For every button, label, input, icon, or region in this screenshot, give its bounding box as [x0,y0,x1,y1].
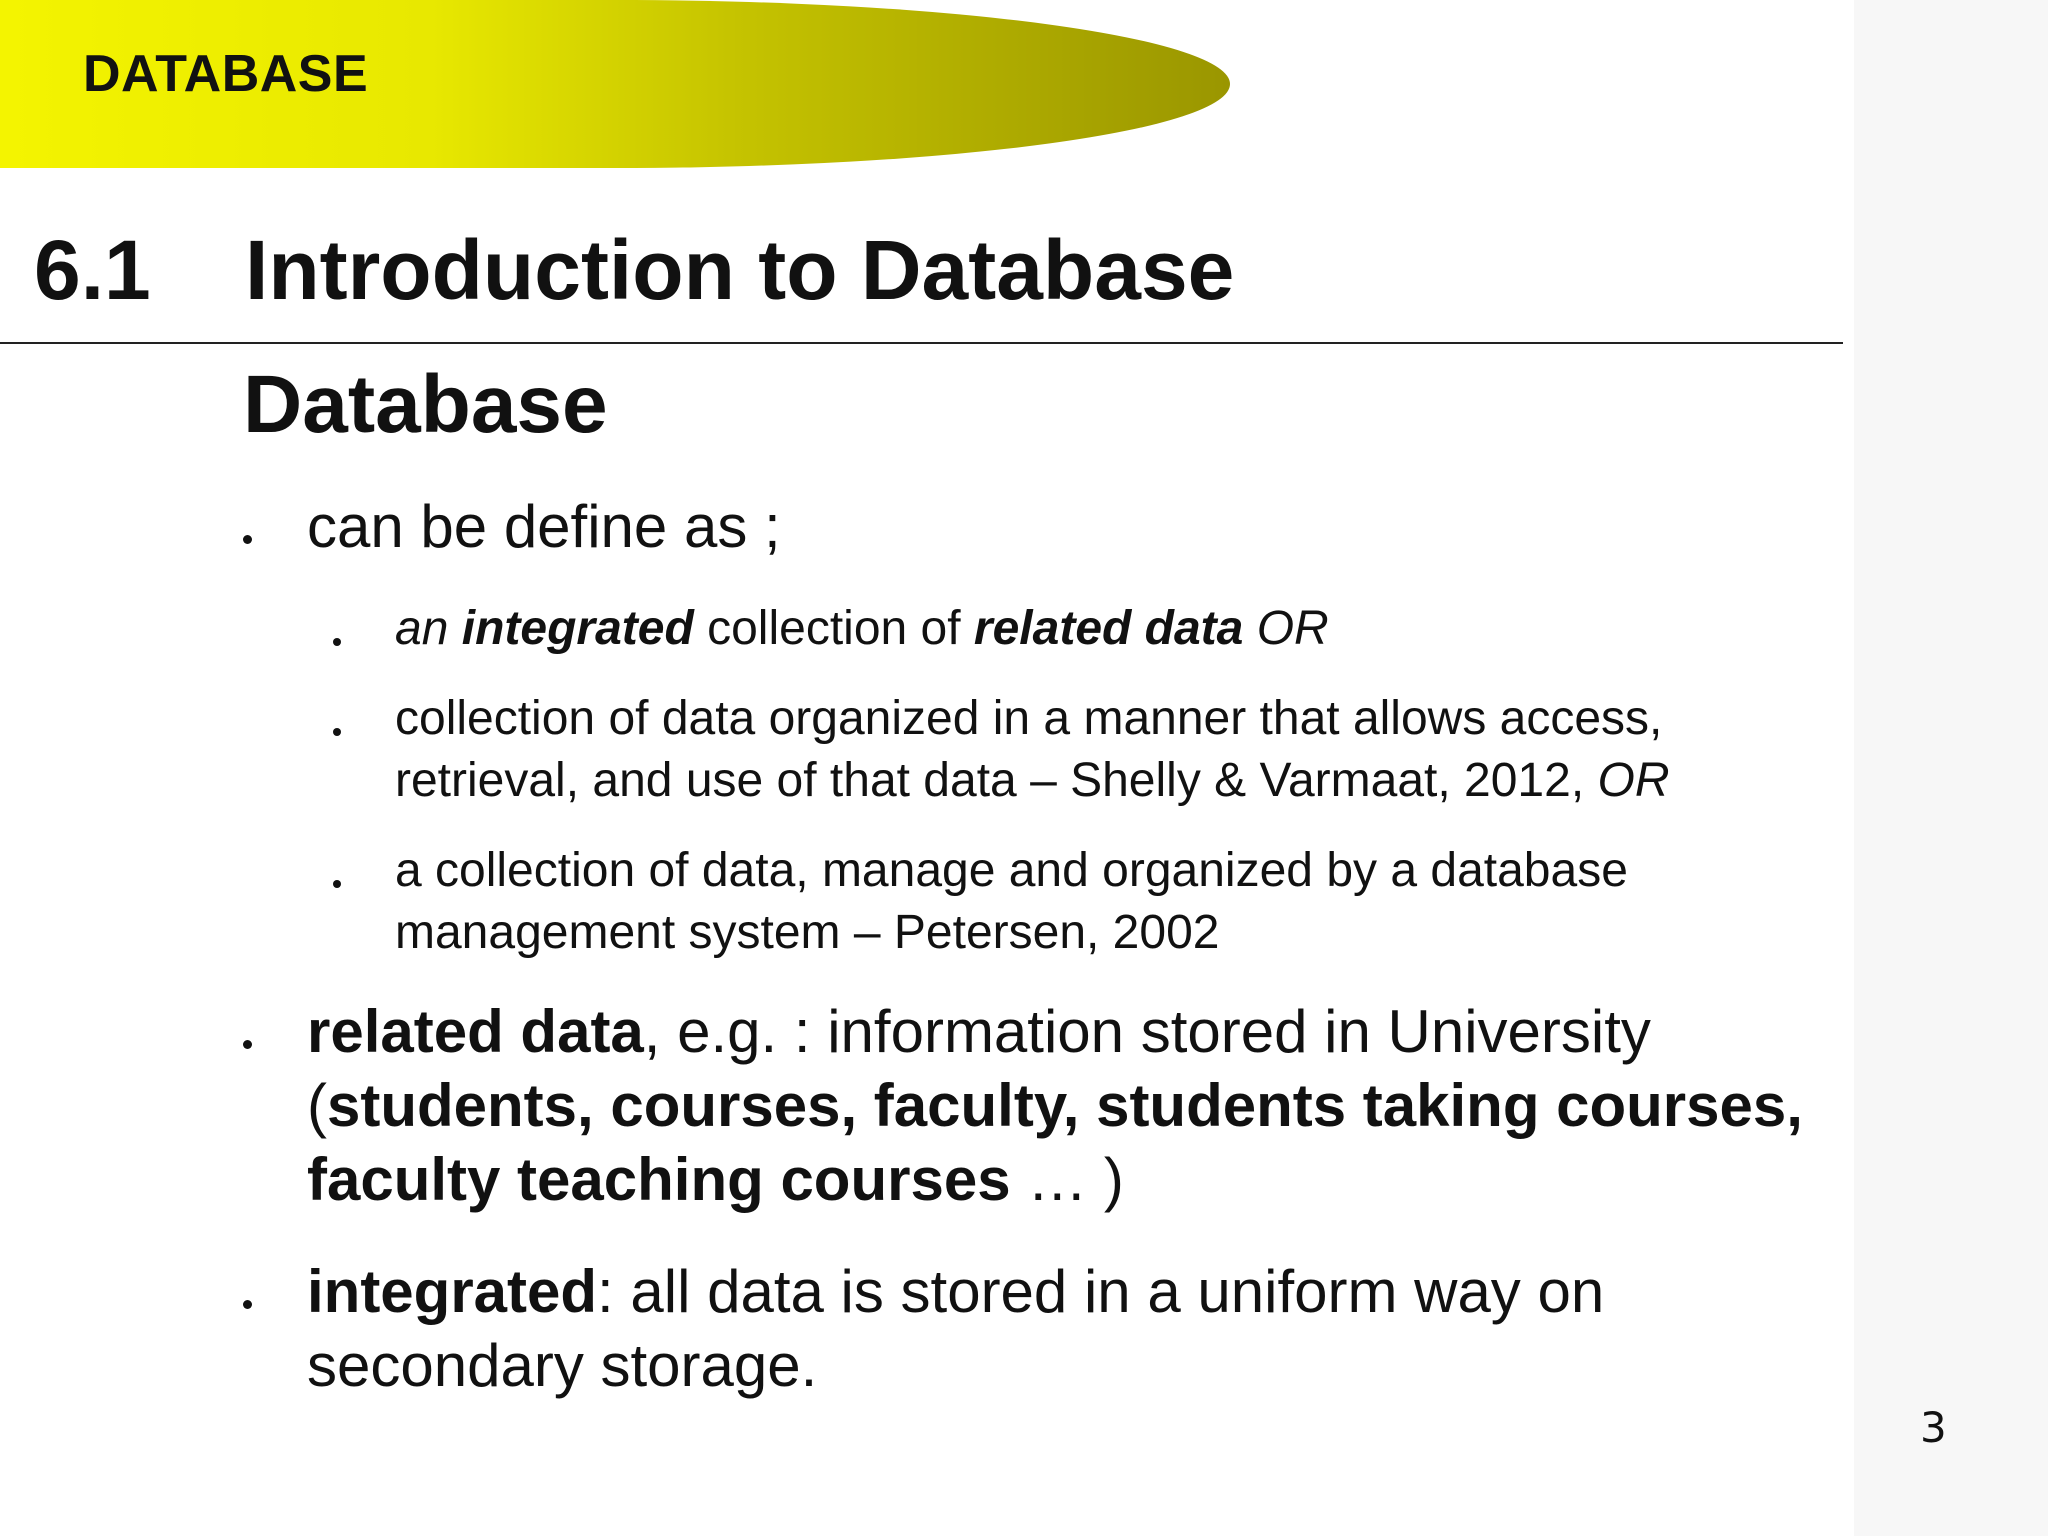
sub-bullet-dot-2 [333,728,341,736]
page-number: 3 [1920,1403,1947,1452]
sub-bullet-1-part2: integrated [461,602,694,655]
sub-bullet-1-part5: OR [1243,602,1329,655]
sub-bullet-2-or: OR [1597,754,1670,807]
bullet-3-line1 [307,1255,1604,1329]
sub-bullet-dot-3 [333,880,341,888]
bullet-3-bold: integrated [307,1258,598,1325]
sub-bullet-2-line2-main: retrieval, and use of that data – Shelly & Varmaat, 2012, [395,754,1598,807]
bullet-dot-2 [243,1040,252,1049]
bullet-2-rest: , e.g. : information stored in University [643,998,1651,1065]
bullet-2-line2-bold: students, courses, faculty, students taking courses, [326,1072,1803,1139]
bullet-2-line2 [307,1069,1803,1143]
sub-bullet-3-line1: a collection of data, manage and organized by a database [395,844,1628,897]
banner-label: DATABASE [83,45,369,103]
subheading: Database [243,359,608,450]
title-divider [0,342,1843,344]
sub-bullet-1-part3: collection of [693,602,974,655]
bullet-3-line2: secondary storage. [307,1332,818,1399]
sub-bullet-2-line2 [395,750,1669,812]
section-number: 6.1 [34,223,151,317]
bullet-3-rest: : all data is stored in a uniform way on [597,1258,1605,1325]
bullet-2-line3-rest: … ) [1010,1146,1124,1213]
slide-margin [1854,0,2048,1536]
bullet-dot-3 [243,1300,252,1309]
bullet-dot-1 [243,535,252,544]
bullet-2-bold: related data [307,998,644,1065]
section-title: Introduction to Database [245,223,1235,317]
sub-bullet-1-text [395,598,1329,660]
sub-bullet-1-part4: related data [973,602,1244,655]
sub-bullet-2-line1: collection of data organized in a manner that allows access, [395,692,1663,745]
sub-bullet-3-line2: management system – Petersen, 2002 [395,906,1220,959]
bullet-2-open-paren: ( [307,1072,327,1139]
sub-bullet-1-part1: an [395,602,462,655]
sub-bullet-dot-1 [333,638,341,646]
bullet-2-line1 [307,995,1651,1069]
bullet-1-text: can be define as ; [307,493,781,560]
bullet-2-line3-bold: faculty teaching courses [307,1146,1011,1213]
bullet-2-line3 [307,1143,1124,1217]
